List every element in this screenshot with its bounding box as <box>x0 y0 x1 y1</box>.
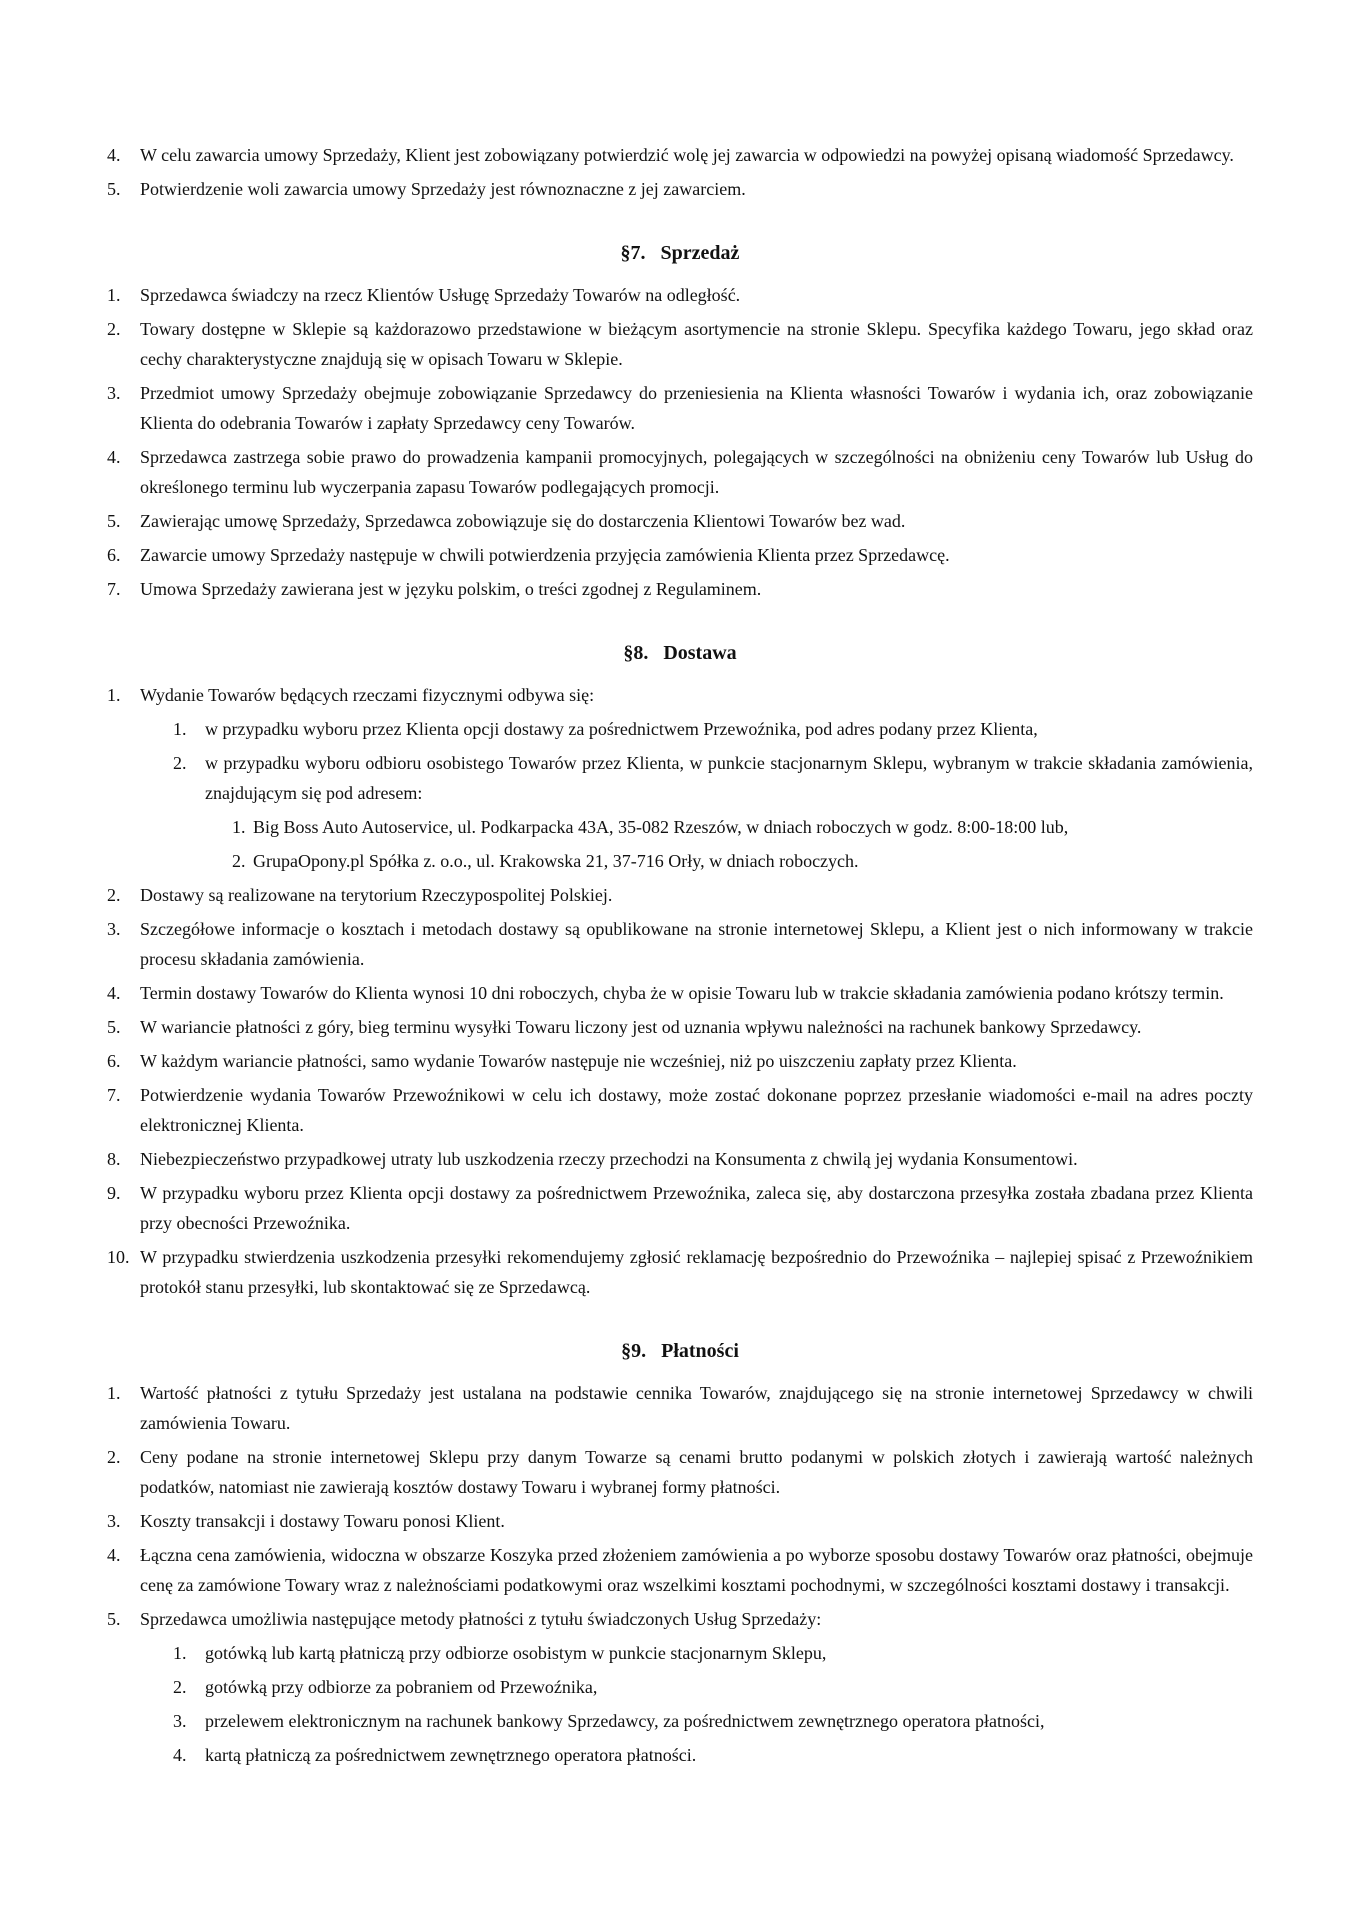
list-item <box>173 1706 1253 1736</box>
list-item-text: Koszty transakcji i dostawy Towaru ponosi Klient. <box>140 1511 505 1531</box>
list-item-number: 9. <box>107 1183 121 1203</box>
section-heading <box>107 638 1253 668</box>
list-item-text: Big Boss Auto Autoservice, ul. Podkarpacka 43A, 35-082 Rzeszów, w dniach roboczych w godz. 8:00-18:00 lub, <box>253 817 1069 837</box>
list-item-number: 3. <box>107 383 121 403</box>
list-item <box>107 1540 1253 1600</box>
section-title: Płatności <box>661 1340 739 1362</box>
list-item-number: 2. <box>107 319 121 339</box>
list-item-text: w przypadku wyboru odbioru osobistego Towarów przez Klienta, w punkcie stacjonarnym Sklepu, wybranym w trakcie składania zamówienia, znajdującym się pod adresem: <box>205 753 1253 803</box>
list-item <box>173 1638 1253 1668</box>
list-item <box>107 378 1253 438</box>
list-item <box>107 314 1253 374</box>
list-item-text: gotówką lub kartą płatniczą przy odbiorze osobistym w punkcie stacjonarnym Sklepu, <box>205 1643 827 1663</box>
list-item <box>107 1046 1253 1076</box>
list-item <box>107 442 1253 502</box>
list-item-number: 6. <box>107 1051 121 1071</box>
list-item <box>107 574 1253 604</box>
section-number: §9. <box>621 1340 647 1362</box>
list-item-number: 5. <box>107 1609 121 1629</box>
list-item <box>232 812 1253 842</box>
list-item-number: 1. <box>107 1383 121 1403</box>
list-item-number: 7. <box>107 579 121 599</box>
list-item-text: Ceny podane na stronie internetowej Sklepu przy danym Towarze są cenami brutto podanymi w polskich złotych i zawierają wartość należnych podatków, natomiast nie zawierają kosztów dostawy Towaru i wybranej formy płatności. <box>140 1447 1253 1497</box>
list-item <box>107 1144 1253 1174</box>
list-item-number: 3. <box>107 919 121 939</box>
list-item-number: 4. <box>107 1545 121 1565</box>
list-item <box>107 1378 1253 1438</box>
list-item <box>107 1080 1253 1140</box>
list-item <box>107 914 1253 974</box>
list-item <box>107 1506 1253 1536</box>
list-item-number: 5. <box>107 511 121 531</box>
list-item-number: 1. <box>232 817 246 837</box>
list-item-text: Umowa Sprzedaży zawierana jest w języku polskim, o treści zgodnej z Regulaminem. <box>140 579 762 599</box>
list-item-number: 1. <box>107 685 121 705</box>
list-item <box>107 506 1253 536</box>
list-item-number: 6. <box>107 545 121 565</box>
list-item <box>173 748 1253 808</box>
list-item-text: Wartość płatności z tytułu Sprzedaży jest ustalana na podstawie cennika Towarów, znajdującego się na stronie internetowej Sprzedawcy w chwili zamówienia Towaru. <box>140 1383 1253 1433</box>
section-number: §8. <box>623 642 649 664</box>
list-item <box>173 1672 1253 1702</box>
list-item <box>107 978 1253 1008</box>
list-item-text: Sprzedawca zastrzega sobie prawo do prowadzenia kampanii promocyjnych, polegających w szczególności na obniżeniu ceny Towarów lub Usług do określonego terminu lub wyczerpania zapasu Towarów podlegających promocji. <box>140 447 1253 497</box>
list-item-text: Zawarcie umowy Sprzedaży następuje w chwili potwierdzenia przyjęcia zamówienia Klienta przez Sprzedawcę. <box>140 545 950 565</box>
list-item <box>107 280 1253 310</box>
list-item-text: Dostawy są realizowane na terytorium Rzeczypospolitej Polskiej. <box>140 885 613 905</box>
list-item-text: Niebezpieczeństwo przypadkowej utraty lub uszkodzenia rzeczy przechodzi na Konsumenta z chwilą jej wydania Konsumentowi. <box>140 1149 1078 1169</box>
list-item-number: 8. <box>107 1149 121 1169</box>
list-item-number: 2. <box>232 851 246 871</box>
list-item-number: 7. <box>107 1085 121 1105</box>
list-item <box>173 714 1253 744</box>
list-item-number: 2. <box>107 1447 121 1467</box>
list-item-number: 4. <box>107 145 121 165</box>
list-item-text: Potwierdzenie wydania Towarów Przewoźnikowi w celu ich dostawy, może zostać dokonane poprzez przesłanie wiadomości e-mail na adres poczty elektronicznej Klienta. <box>140 1085 1253 1135</box>
list-item-number: 4. <box>107 447 121 467</box>
list-item-text: kartą płatniczą za pośrednictwem zewnętrznego operatora płatności. <box>205 1745 697 1765</box>
list-item-number: 3. <box>107 1511 121 1531</box>
list-item-number: 10. <box>107 1247 130 1267</box>
list-item-text: Wydanie Towarów będących rzeczami fizycznymi odbywa się: <box>140 685 595 705</box>
list-item-text: Zawierając umowę Sprzedaży, Sprzedawca zobowiązuje się do dostarczenia Klientowi Towarów bez wad. <box>140 511 906 531</box>
document-section <box>107 238 1253 604</box>
section-heading <box>107 1336 1253 1366</box>
list-item-text: GrupaOpony.pl Spółka z. o.o., ul. Krakowska 21, 37-716 Orły, w dniach roboczych. <box>253 851 859 871</box>
list-item-number: 2. <box>173 753 187 773</box>
list-item-number: 1. <box>173 719 187 739</box>
document-section <box>107 1336 1253 1770</box>
document-section <box>107 140 1253 204</box>
list-item-text: Szczegółowe informacje o kosztach i metodach dostawy są opublikowane na stronie internetowej Sklepu, a Klient jest o nich informowany w trakcie procesu składania zamówienia. <box>140 919 1253 969</box>
list-item-text: Sprzedawca świadczy na rzecz Klientów Usługę Sprzedaży Towarów na odległość. <box>140 285 741 305</box>
list-item-number: 4. <box>173 1745 187 1765</box>
document-section <box>107 638 1253 1302</box>
list-item <box>107 540 1253 570</box>
section-number: §7. <box>620 242 646 264</box>
list-item-number: 5. <box>107 179 121 199</box>
list-item-number: 5. <box>107 1017 121 1037</box>
list-item-text: Towary dostępne w Sklepie są każdorazowo przedstawione w bieżącym asortymencie na stronie Sklepu. Specyfika każdego Towaru, jego skład oraz cechy charakterystyczne znajdują się w opisach Towaru w Sklepie. <box>140 319 1253 369</box>
section-title: Dostawa <box>663 642 737 664</box>
list-item <box>107 140 1253 170</box>
list-item-text: Potwierdzenie woli zawarcia umowy Sprzedaży jest równoznaczne z jej zawarciem. <box>140 179 746 199</box>
list-item-text: W każdym wariancie płatności, samo wydanie Towarów następuje nie wcześniej, niż po uiszczeniu zapłaty przez Klienta. <box>140 1051 1017 1071</box>
list-item-text: Przedmiot umowy Sprzedaży obejmuje zobowiązanie Sprzedawcy do przeniesienia na Klienta własności Towarów i wydania ich, oraz zobowiązanie Klienta do odebrania Towarów i zapłaty Sprzedawcy ceny Towarów. <box>140 383 1253 433</box>
list-item <box>107 1012 1253 1042</box>
list-item-text: W celu zawarcia umowy Sprzedaży, Klient jest zobowiązany potwierdzić wolę jej zawarcia w odpowiedzi na powyżej opisaną wiadomość Sprzedawcy. <box>140 145 1234 165</box>
list-item-text: Łączna cena zamówienia, widoczna w obszarze Koszyka przed złożeniem zamówienia a po wyborze sposobu dostawy Towarów oraz płatności, obejmuje cenę za zamówione Towary wraz z należnościami podatkowymi oraz wszelkimi kosztami pochodnymi, w szczególności kosztami dostawy i transakcji. <box>140 1545 1253 1595</box>
list-item <box>107 1442 1253 1502</box>
document-page <box>107 140 1253 1774</box>
list-item <box>107 1242 1253 1302</box>
list-item <box>107 174 1253 204</box>
list-item-text: przelewem elektronicznym na rachunek bankowy Sprzedawcy, za pośrednictwem zewnętrznego operatora płatności, <box>205 1711 1045 1731</box>
list-item-text: gotówką przy odbiorze za pobraniem od Przewoźnika, <box>205 1677 598 1697</box>
list-item <box>107 880 1253 910</box>
list-item <box>173 1740 1253 1770</box>
list-item-text: W przypadku stwierdzenia uszkodzenia przesyłki rekomendujemy zgłosić reklamację bezpośrednio do Przewoźnika – najlepiej spisać z Przewoźnikiem protokół stanu przesyłki, lub skontaktować się ze Sprzedawcą. <box>140 1247 1253 1297</box>
list-item <box>232 846 1253 876</box>
list-item-number: 2. <box>107 885 121 905</box>
list-item-number: 4. <box>107 983 121 1003</box>
list-item-text: W przypadku wyboru przez Klienta opcji dostawy za pośrednictwem Przewoźnika, zaleca się, aby dostarczona przesyłka została zbadana przez Klienta przy obecności Przewoźnika. <box>140 1183 1253 1233</box>
list-item-text: Sprzedawca umożliwia następujące metody płatności z tytułu świadczonych Usług Sprzedaży: <box>140 1609 822 1629</box>
list-item-number: 2. <box>173 1677 187 1697</box>
list-item <box>107 1604 1253 1634</box>
section-title: Sprzedaż <box>660 242 740 264</box>
list-item-text: W wariancie płatności z góry, bieg terminu wysyłki Towaru liczony jest od uznania wpływu należności na rachunek bankowy Sprzedawcy. <box>140 1017 1142 1037</box>
list-item-number: 3. <box>173 1711 187 1731</box>
list-item <box>107 680 1253 710</box>
list-item-text: Termin dostawy Towarów do Klienta wynosi 10 dni roboczych, chyba że w opisie Towaru lub w trakcie składania zamówienia podano krótszy termin. <box>140 983 1224 1003</box>
list-item <box>107 1178 1253 1238</box>
list-item-number: 1. <box>107 285 121 305</box>
section-heading <box>107 238 1253 268</box>
list-item-number: 1. <box>173 1643 187 1663</box>
list-item-text: w przypadku wyboru przez Klienta opcji dostawy za pośrednictwem Przewoźnika, pod adres podany przez Klienta, <box>205 719 1038 739</box>
